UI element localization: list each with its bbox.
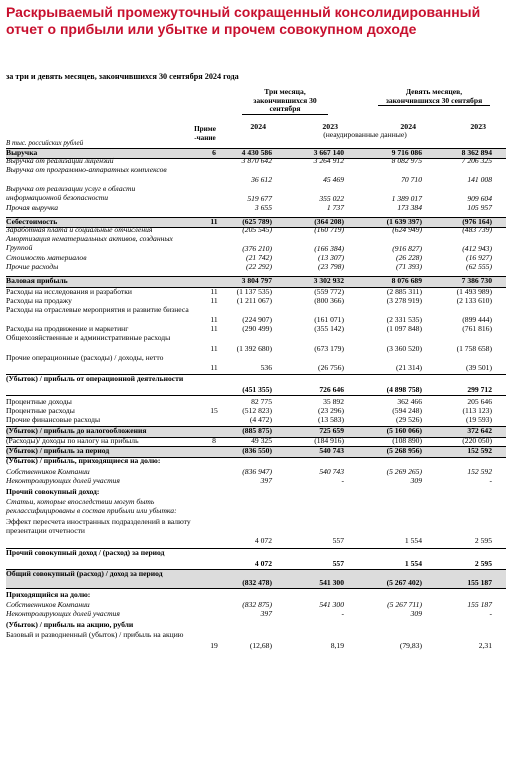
row-value: 1 554: [404, 559, 422, 568]
row-value: 49 325: [251, 436, 272, 445]
row-label: (Убыток) / прибыль от операционной деятельности: [6, 374, 184, 383]
row-value: (5 160 066): [386, 426, 422, 435]
row-value: 725 659: [319, 426, 344, 435]
row-label: Выручка от программно-аппаратных комплексов: [6, 165, 167, 174]
row-label: Прочие расходы: [6, 262, 59, 271]
row-label: (Убыток) / прибыль за период: [6, 446, 110, 455]
unaudited-header: (неаудированные данные): [323, 130, 407, 139]
table-row: [6, 498, 506, 517]
row-value: 7 206 325: [461, 156, 492, 165]
row-value: 536: [260, 363, 272, 372]
table-row: [6, 334, 506, 354]
row-value: 45 469: [323, 175, 344, 184]
row-value: (4 472): [249, 415, 272, 424]
row-value: 4 430 586: [241, 148, 272, 157]
row-value: 3 655: [254, 203, 272, 212]
row-label: Выручка от реализации услуг в области информационной безопасности: [6, 184, 136, 202]
row-value: 141 008: [467, 175, 492, 184]
row-value: (836 947): [242, 467, 272, 476]
row-label: Собственников Компании: [6, 600, 90, 609]
row-label: Расходы на продажу: [6, 296, 72, 305]
table-row: [6, 306, 506, 325]
row-value: (220 050): [462, 436, 492, 445]
row-value: (976 164): [462, 217, 492, 226]
row-value: 3 302 932: [313, 276, 344, 285]
table-row: [6, 235, 506, 254]
row-label: Расходы на исследования и разработки: [6, 287, 132, 296]
row-value: (916 827): [392, 244, 422, 253]
row-value: (19 593): [466, 415, 492, 424]
row-value: (205 545): [242, 225, 272, 234]
row-value: (16 927): [466, 253, 492, 262]
row-value: 1 389 017: [391, 194, 422, 203]
row-value: 8 082 975: [391, 156, 422, 165]
row-value: -: [489, 476, 492, 485]
row-label: Общехозяйственные и административные расходы: [6, 333, 171, 342]
row-label: Неконтролирующих долей участия: [6, 609, 120, 618]
row-label: Процентные расходы: [6, 406, 75, 415]
row-value: (1 097 848): [386, 324, 422, 333]
row-value: (26 756): [318, 363, 344, 372]
row-value: (836 550): [242, 446, 272, 455]
row-value: 1 554: [404, 536, 422, 545]
row-value: (2 331 535): [386, 315, 422, 324]
row-value: 541 300: [319, 600, 344, 609]
row-value: (21 314): [396, 363, 422, 372]
row-value: (184 916): [314, 436, 344, 445]
row-value: 397: [260, 476, 272, 485]
row-value: (224 907): [242, 315, 272, 324]
row-value: 2,31: [478, 641, 492, 650]
row-label: Статьи, которые впоследствии могут быть реклассифицированы в состав прибыли или убытка:: [6, 497, 177, 515]
row-value: 726 646: [319, 385, 344, 394]
row-label: Расходы на продвижение и маркетинг: [6, 324, 129, 333]
row-label: Расходы на отраслевые мероприятия и развитие бизнеса: [6, 305, 189, 314]
row-value: 557: [332, 559, 344, 568]
row-value: (4 898 758): [386, 385, 422, 394]
row-label: (Убыток) / прибыль, приходящиеся на долю:: [6, 456, 161, 465]
row-value: 519 677: [247, 194, 272, 203]
row-value: -: [341, 476, 344, 485]
table-row: [6, 437, 506, 446]
row-value: (832 875): [242, 600, 272, 609]
row-value: 557: [332, 536, 344, 545]
row-label: Выручка от реализации лицензий: [6, 156, 114, 165]
row-value: (5 267 402): [386, 578, 422, 587]
row-value: (3 278 919): [386, 296, 422, 305]
row-value: 4 072: [254, 536, 272, 545]
row-value: (624 949): [392, 225, 422, 234]
row-value: 309: [410, 609, 422, 618]
row-label: Прочие финансовые расходы: [6, 415, 101, 424]
row-value: (5 267 711): [387, 600, 422, 609]
table-row: [6, 631, 506, 651]
row-value: 372 642: [467, 426, 492, 435]
row-value: (412 943): [462, 244, 492, 253]
row-value: (160 719): [314, 225, 344, 234]
row-value: 152 592: [467, 446, 492, 455]
row-value: 70 710: [401, 175, 422, 184]
row-value: (62 555): [466, 262, 492, 271]
row-value: 35 892: [323, 397, 344, 406]
row-value: (1 137 535): [236, 287, 272, 296]
row-value: (512 823): [242, 406, 272, 415]
row-value: (26 228): [396, 253, 422, 262]
row-value: 309: [410, 476, 422, 485]
row-value: (21 742): [246, 253, 272, 262]
row-label: (Убыток) / прибыль на акцию, рубли: [6, 620, 134, 629]
row-value: (559 772): [314, 287, 344, 296]
row-value: (1 493 989): [456, 287, 492, 296]
row-value: (673 179): [314, 344, 344, 353]
row-value: (5 268 956): [386, 446, 422, 455]
row-value: (1 392 680): [236, 344, 272, 353]
row-value: -: [489, 609, 492, 618]
table-row: [6, 185, 506, 204]
row-value: (3 360 520): [386, 344, 422, 353]
row-value: (800 366): [314, 296, 344, 305]
row-value: (22 292): [246, 262, 272, 271]
row-value: 205 646: [467, 397, 492, 406]
row-label: Выручка: [6, 148, 38, 157]
row-value: (1 758 658): [456, 344, 492, 353]
row-value: (39 501): [466, 363, 492, 372]
table-row: [6, 518, 506, 546]
row-value: 155 187: [467, 578, 492, 587]
row-value: (108 890): [392, 436, 422, 445]
row-value: (23 296): [318, 406, 344, 415]
row-label: Эффект пересчета иностранных подразделений в валюту презентации отчетности: [6, 517, 191, 535]
note-column-header: Приме -чание: [194, 125, 216, 142]
row-label: Заработная плата и социальные отчисления: [6, 225, 153, 234]
table-row: [6, 477, 506, 486]
row-label: (Расходы)/ доходы по налогу на прибыль: [6, 436, 139, 445]
row-value: (12,68): [249, 641, 272, 650]
row-value: (166 384): [314, 244, 344, 253]
row-note: 11: [210, 217, 218, 226]
row-value: (899 444): [462, 315, 492, 324]
row-value: (290 499): [242, 324, 272, 333]
row-value: 3 870 642: [241, 156, 272, 165]
table-row: [6, 570, 506, 589]
row-label: Прочий совокупный доход:: [6, 487, 100, 496]
row-value: (13 583): [318, 415, 344, 424]
row-note: 11: [210, 344, 218, 353]
row-label: Стоимость материалов: [6, 253, 87, 262]
report-title: Раскрываемый промежуточный сокращенный консолидированный отчет о прибыли или убытке и прочем совокупном доходе: [6, 4, 481, 37]
row-value: 3 264 912: [313, 156, 344, 165]
row-value: 541 300: [319, 578, 344, 587]
row-value: (376 210): [242, 244, 272, 253]
row-value: 3 804 797: [241, 276, 272, 285]
row-value: 82 775: [251, 397, 272, 406]
row-value: 1 737: [326, 203, 344, 212]
row-value: (625 789): [242, 217, 272, 226]
row-label: (Убыток) / прибыль до налогообложения: [6, 426, 147, 435]
nine-months-header: Девять месяцев, закончившихся 30 сентября: [378, 88, 490, 106]
row-label: Базовый и разводненный (убыток) / прибыль на акцию: [6, 630, 184, 639]
row-value: (355 142): [314, 324, 344, 333]
row-value: 8,19: [330, 641, 344, 650]
row-note: 11: [210, 315, 218, 324]
row-value: 540 743: [319, 467, 344, 476]
row-value: 4 072: [254, 559, 272, 568]
row-value: 152 592: [467, 467, 492, 476]
row-note: 6: [212, 148, 216, 157]
three-months-header: Три месяца, закончившихся 30 сентября: [242, 88, 328, 115]
row-value: 397: [260, 609, 272, 618]
row-value: (364 208): [314, 217, 344, 226]
row-value: (1 639 397): [386, 217, 422, 226]
row-label: Общий совокупный (расход) / доход за период: [6, 569, 163, 578]
row-value: 173 384: [397, 203, 422, 212]
row-value: 3 667 140: [313, 148, 344, 157]
row-value: (79,83): [399, 641, 422, 650]
row-label: Прочие операционные (расходы) / доходы, нетто: [6, 353, 164, 362]
row-value: -: [341, 609, 344, 618]
year-header-1: 2024: [250, 122, 266, 131]
year-header-2: 2023: [322, 122, 338, 131]
row-value: 36 612: [251, 175, 272, 184]
row-value: 7 386 730: [461, 276, 492, 285]
row-value: 155 187: [467, 600, 492, 609]
row-value: (483 739): [462, 225, 492, 234]
row-value: (1 211 067): [236, 296, 272, 305]
row-note: 11: [210, 363, 218, 372]
row-value: (71 393): [396, 262, 422, 271]
row-value: 299 712: [467, 385, 492, 394]
row-value: (832 478): [242, 578, 272, 587]
row-label: Себестоимость: [6, 217, 58, 226]
row-label: Валовая прибыль: [6, 276, 68, 285]
table-row: [6, 416, 506, 425]
row-value: 540 743: [319, 446, 344, 455]
units-label: В тыс. российских рублей: [6, 139, 84, 147]
row-note: 8: [212, 436, 216, 445]
row-value: (761 816): [462, 324, 492, 333]
row-value: 9 716 086: [391, 148, 422, 157]
row-label: Приходящийся на долю:: [6, 590, 91, 599]
row-label: Неконтролирующих долей участия: [6, 476, 120, 485]
row-label: Прочая выручка: [6, 203, 59, 212]
row-value: (5 269 265): [386, 467, 422, 476]
row-value: (13 307): [318, 253, 344, 262]
row-value: 362 466: [397, 397, 422, 406]
row-value: (113 123): [462, 406, 492, 415]
row-label: Собственников Компании: [6, 467, 90, 476]
table-row: [6, 354, 506, 373]
row-value: 2 595: [474, 559, 492, 568]
row-value: 105 957: [467, 203, 492, 212]
row-value: (2 885 311): [386, 287, 422, 296]
table-row: [6, 166, 506, 185]
row-value: 909 604: [467, 194, 492, 203]
table-row: [6, 263, 506, 272]
table-row: [6, 548, 506, 570]
row-value: (2 133 610): [456, 296, 492, 305]
row-note: 11: [210, 296, 218, 305]
row-value: (451 355): [242, 385, 272, 394]
row-value: (29 526): [396, 415, 422, 424]
table-row: [6, 610, 506, 619]
table-row: [6, 374, 506, 396]
year-header-3: 2024: [400, 122, 416, 131]
row-label: Амортизация нематериальных активов, созданных Группой: [6, 234, 173, 252]
row-note: 11: [210, 324, 218, 333]
row-label: Процентные доходы: [6, 397, 72, 406]
row-value: (594 248): [392, 406, 422, 415]
row-note: 19: [210, 641, 218, 650]
row-value: 8 076 689: [391, 276, 422, 285]
row-note: 15: [210, 406, 218, 415]
report-subtitle: за три и девять месяцев, закончившихся 30 сентября 2024 года: [6, 72, 239, 81]
table-row: [6, 204, 506, 213]
row-value: (23 798): [318, 262, 344, 271]
row-value: (885 875): [242, 426, 272, 435]
row-note: 11: [210, 287, 218, 296]
row-value: (161 071): [314, 315, 344, 324]
row-value: 8 362 894: [461, 148, 492, 157]
year-header-4: 2023: [470, 122, 486, 131]
row-label: Прочий совокупный доход / (расход) за период: [6, 548, 165, 557]
row-value: 355 022: [319, 194, 344, 203]
row-value: 2 595: [474, 536, 492, 545]
